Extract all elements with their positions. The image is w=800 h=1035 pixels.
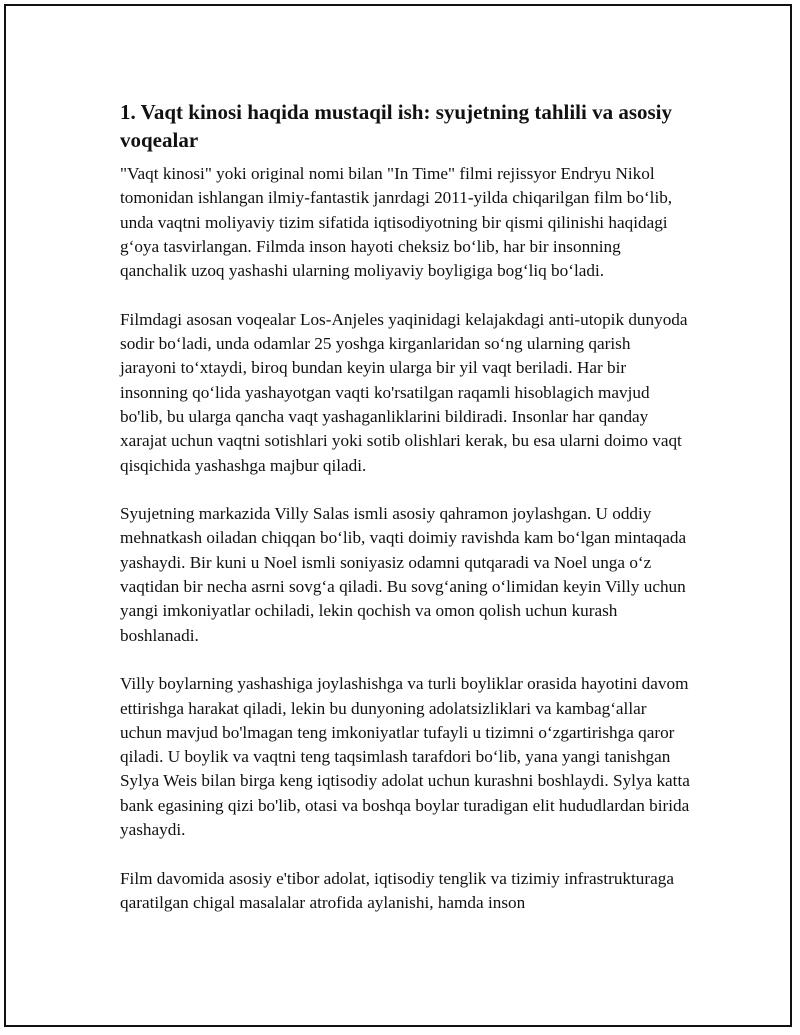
document-title: 1. Vaqt kinosi haqida mustaqil ish: syujetning tahlili va asosiy voqealar: [120, 100, 673, 152]
document-page: [4, 4, 792, 1027]
paragraph-3: Syujetning markazida Villy Salas ismli asosiy qahramon joylashgan. U oddiy mehnatkash oiladan chiqqan bo‘lib, vaqti doimiy ravishda kam bo‘lgan mintaqada yashaydi. Bir kuni u Noel ismli soniyasiz odamni qutqaradi va Noel unga o‘z vaqtidan bir necha asrni sovg‘a qiladi. Bu sovg‘aning o‘limidan keyin Villy uchun yangi imkoniyatlar ochiladi, lekin qochish va omon qolish uchun kurash boshlanadi.: [120, 504, 687, 645]
paragraph-4: Villy boylarning yashashiga joylashishga va turli boyliklar orasida hayotini davom ettirishga harakat qiladi, lekin bu dunyoning adolatsizliklari va kambag‘allar uchun mavjud bo'lmagan teng imkoniyatlar tufayli u tizimni o‘zgartirishga qaror qiladi. U boylik va vaqtni teng taqsimlash tarafdori bo‘lib, yana yangi tanishgan Sylya Weis bilan birga keng iqtisodiy adolat uchun kurashni boshlaydi. Sylya katta bank egasining qizi bo'lib, otasi va boshqa boylar turadigan elit hududlardan birida yashaydi.: [120, 674, 690, 840]
paragraph-2: Filmdagi asosan voqealar Los-Anjeles yaqinidagi kelajakdagi anti-utopik dunyoda sodir bo‘ladi, unda odamlar 25 yoshga kirganlaridan so‘ng ularning qarish jarayoni to‘xtaydi, biroq bundan keyin ularga bir yil vaqt beriladi. Har bir insonning qo‘lida yashayotgan vaqti ko'rsatilgan raqamli hisoblagich mavjud bo'lib, bu ularga qancha vaqt yashaganliklarini bildiradi. Insonlar har qanday xarajat uchun vaqtni sotishlari yoki sotib olishlari kerak, bu esa ularni doimo vaqt qisqichida yashashga majbur qiladi.: [120, 309, 688, 475]
paragraph-1: "Vaqt kinosi" yoki original nomi bilan "In Time" filmi rejissyor Endryu Nikol tomonidan ishlangan ilmiy-fantastik janrdagi 2011-yilda chiqarilgan film bo‘lib, unda vaqtni moliyaviy tizim sifatida iqtisodiyotning bir qismi qilinishi haqidagi g‘oya tasvirlangan. Filmda inson hayoti cheksiz bo‘lib, har bir insonning qanchalik uzoq yashashi ularning moliyaviy boyligiga bog‘liq bo‘ladi.: [120, 164, 673, 281]
paragraph-5: Film davomida asosiy e'tibor adolat, iqtisodiy tenglik va tizimiy infrastrukturaga qaratilgan chigal masalalar atrofida aylanishi, hamda inson: [120, 868, 674, 912]
document-body: [120, 98, 690, 940]
